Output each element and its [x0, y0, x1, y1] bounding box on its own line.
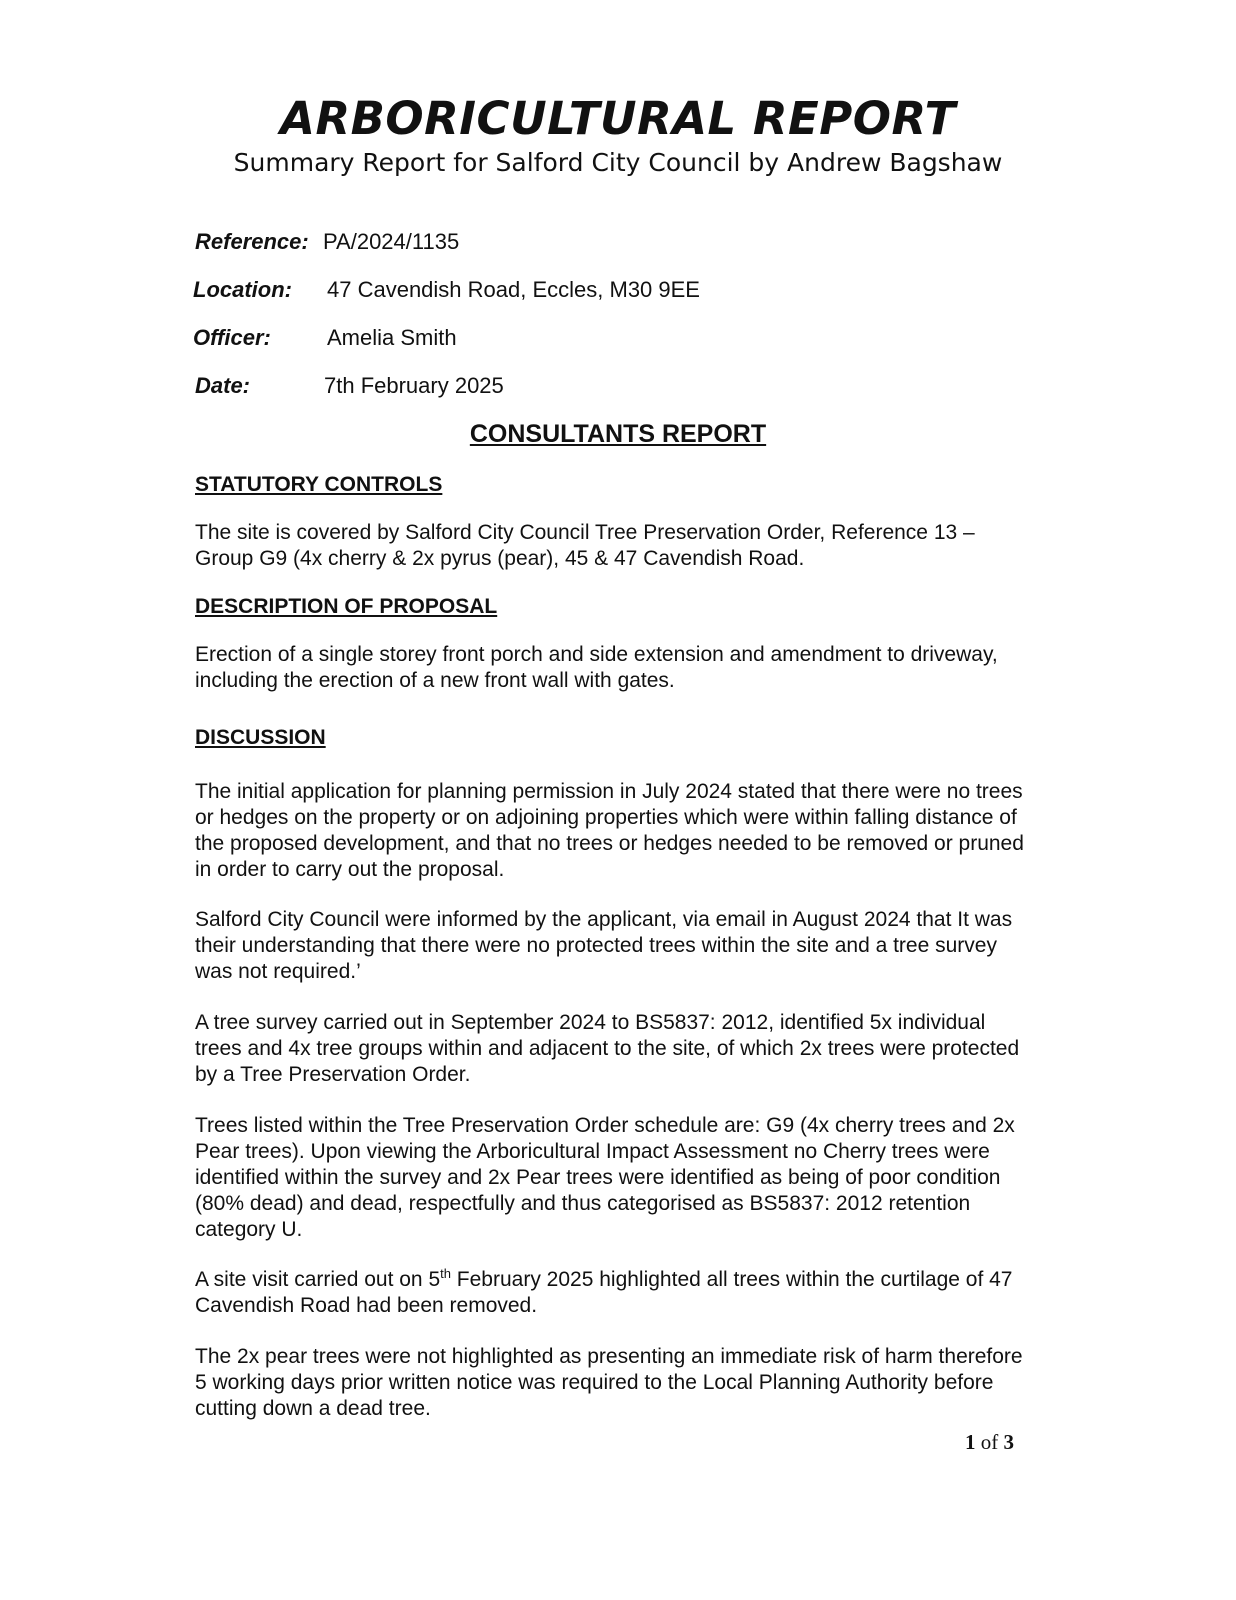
report-subtitle: Summary Report for Salford City Council by Andrew Bagshaw	[233, 148, 1003, 177]
reference-label: Reference:	[195, 229, 309, 254]
consultants-report-heading: CONSULTANTS REPORT	[469, 420, 767, 448]
discussion-paragraph-1: The initial application for planning permission in July 2024 stated that there were no trees or hedges on the property or on adjoining properties which were within falling distance of the proposed development, and that no trees or hedges needed to be removed or pruned in order to carry out the proposal.	[195, 780, 1024, 881]
location-value: 47 Cavendish Road, Eccles, M30 9EE	[327, 277, 700, 302]
date-value: 7th February 2025	[324, 373, 504, 398]
officer-value: Amelia Smith	[327, 325, 457, 350]
date-label: Date:	[195, 373, 251, 398]
ordinal-suffix: th	[440, 1266, 451, 1281]
officer-label: Officer:	[193, 325, 271, 350]
discussion-paragraph-6: The 2x pear trees were not highlighted as presenting an immediate risk of harm therefore 5 working days prior written notice was required to the Local Planning Authority before cutting down a dead tree.	[195, 1345, 1023, 1420]
discussion-paragraph-5	[195, 1267, 1035, 1319]
statutory-controls-heading: STATUTORY CONTROLS	[195, 473, 443, 496]
discussion-paragraph-4: Trees listed within the Tree Preservation Order schedule are: G9 (4x cherry trees and 2x Pear trees). Upon viewing the Arboricultural Impact Assessment no Cherry trees were identified within the survey and 2x Pear trees were identified as being of poor condition (80% dead) and dead, respectfully and thus categorised as BS5837: 2012 retention category U.	[195, 1114, 1015, 1241]
statutory-controls-text: The site is covered by Salford City Council Tree Preservation Order, Reference 13 – Group G9 (4x cherry & 2x pyrus (pear), 45 & 47 Cavendish Road.	[195, 521, 975, 570]
location-label: Location:	[193, 277, 292, 302]
description-of-proposal-heading: DESCRIPTION OF PROPOSAL	[195, 595, 498, 618]
discussion-paragraph-5-end: February 2025 highlighted all trees within the curtilage of 47 Cavendish Road had been removed.	[195, 1268, 1013, 1317]
page-of: of	[975, 1430, 1004, 1454]
page-total: 3	[1003, 1430, 1014, 1454]
discussion-paragraph-3: A tree survey carried out in September 2024 to BS5837: 2012, identified 5x individual trees and 4x tree groups within and adjacent to the site, of which 2x trees were protected by a Tree Preservation Order.	[195, 1011, 1020, 1086]
reference-value: PA/2024/1135	[323, 229, 460, 254]
discussion-paragraph-2: Salford City Council were informed by the applicant, via email in August 2024 that It was their understanding that there were no protected trees within the site and a tree survey was not required.’	[195, 908, 1013, 983]
page-current: 1	[965, 1430, 976, 1454]
description-of-proposal-text: Erection of a single storey front porch and side extension and amendment to driveway, including the erection of a new front wall with gates.	[195, 643, 998, 692]
report-title: ARBORICULTURAL REPORT	[280, 92, 956, 145]
discussion-heading: DISCUSSION	[195, 726, 326, 749]
page-number	[965, 1430, 1014, 1455]
discussion-paragraph-5-start: A site visit carried out on 5	[195, 1268, 441, 1291]
